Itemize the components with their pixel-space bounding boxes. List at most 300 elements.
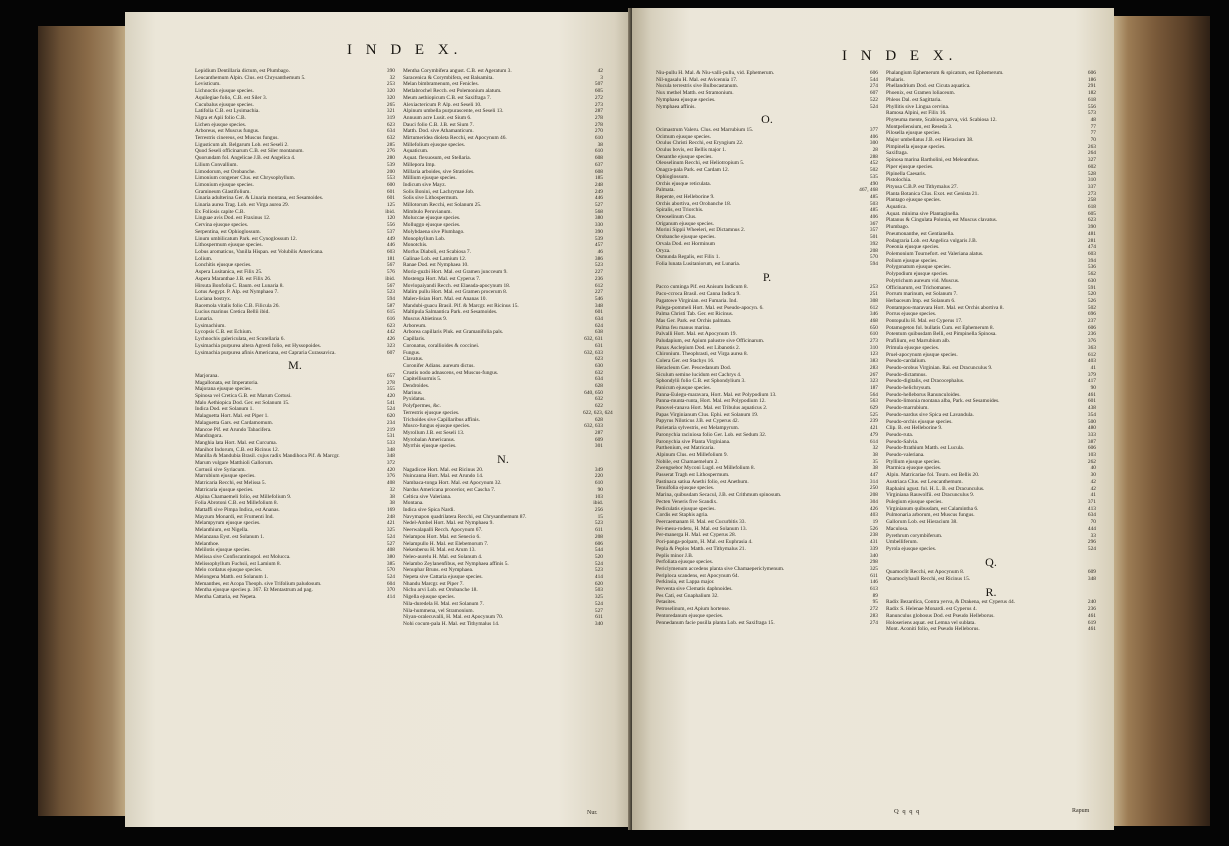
index-entry-term: Nobile, est Chamaemelum 2. bbox=[656, 458, 719, 465]
index-entry-page: 390 bbox=[1087, 224, 1096, 231]
index-entry-term: Polytrichum aureum vid. Muscus. bbox=[886, 277, 960, 284]
index-entry-term: Panna-munta-runta, Hort. Mal. est Polypodium 12. bbox=[656, 398, 766, 405]
index-entry-page: 610 bbox=[594, 480, 603, 487]
index-entry bbox=[656, 485, 878, 492]
index-entry-term: Aquat. flexuosum, est Stellaria. bbox=[403, 155, 471, 162]
index-entry bbox=[656, 526, 878, 533]
index-entry bbox=[656, 398, 878, 405]
index-entry-term: Malaguetta Hort. Mal. est Piper 1. bbox=[195, 413, 269, 420]
index-entry bbox=[886, 298, 1096, 305]
left-catchword: Nur. bbox=[587, 810, 598, 816]
index-entry bbox=[195, 473, 395, 480]
index-entry-term: Phoenix, est Gramen loliaceum. bbox=[886, 90, 956, 97]
index-entry bbox=[886, 305, 1096, 312]
index-entry-page: 253 bbox=[386, 81, 395, 88]
index-entry-page: 630 bbox=[594, 362, 603, 369]
index-entry bbox=[656, 291, 878, 298]
index-entry bbox=[403, 189, 603, 196]
index-entry-term: Repente, est Helleborine 9. bbox=[656, 193, 715, 200]
index-entry-page: 638 bbox=[594, 329, 603, 336]
index-entry-term: Pseudo-nardus sive Spica est Lavandula. bbox=[886, 411, 974, 418]
index-entry bbox=[403, 621, 603, 628]
index-entry bbox=[656, 221, 878, 228]
index-entry bbox=[886, 117, 1096, 124]
index-entry-term: Muscus Abietinus 9. bbox=[403, 316, 448, 323]
index-entry bbox=[886, 569, 1096, 576]
index-entry-term: Nepeta sive Cattaria ejusque species. bbox=[403, 574, 483, 581]
index-entry bbox=[195, 574, 395, 581]
index-entry-page: 89 bbox=[872, 592, 878, 599]
index-entry bbox=[656, 418, 878, 425]
index-entry bbox=[886, 599, 1096, 606]
index-entry-term: Mandubi-guacu Brasil. Pif. & Marcgr. est Ricinus 15. bbox=[403, 302, 519, 309]
index-entry-page: 265 bbox=[386, 101, 395, 108]
index-entry-term: Major umbellatus J.B. est Hieracium 38. bbox=[886, 137, 974, 144]
index-entry-page: 620 bbox=[386, 413, 395, 420]
index-entry-page: 634 bbox=[1087, 512, 1096, 519]
index-entry-term: Phalaris. bbox=[886, 76, 905, 83]
index-entry-term: Orchis ejusque reticulata. bbox=[656, 180, 711, 187]
index-entry-term: Aspera Maranthae J.B. est Filix 26. bbox=[195, 275, 272, 282]
index-entry-term: Limonium ejusque species. bbox=[195, 181, 254, 188]
index-entry bbox=[403, 115, 603, 122]
index-entry bbox=[656, 532, 878, 539]
index-entry-term: Pei-mesu-rodetu, H. Mal. est Solanum 13. bbox=[656, 525, 747, 532]
index-entry-page: 479 bbox=[869, 431, 878, 438]
index-entry-term: Perventa sive Clematis daphnoides. bbox=[656, 586, 733, 593]
index-entry-term: Platanus & Cingulata Polonia, est Muscus clavatus. bbox=[886, 217, 998, 224]
index-entry-page: 38 bbox=[872, 465, 878, 472]
index-entry-term: Ligusticum alt. Belgarum Lob. est Seseli 2. bbox=[195, 141, 289, 148]
left-column-1 bbox=[195, 68, 395, 601]
index-entry-page: 442 bbox=[386, 329, 395, 336]
index-entry bbox=[195, 386, 395, 393]
index-entry-term: Pagatowe Virginian. est Fumaria. Ind. bbox=[656, 297, 738, 304]
index-entry-page: 526 bbox=[1087, 297, 1096, 304]
index-entry-term: Mostenga Hort. Mal. est Cyperus 7. bbox=[403, 275, 481, 282]
index-entry bbox=[656, 201, 878, 208]
index-entry-page: 310 bbox=[869, 344, 878, 351]
index-entry bbox=[886, 137, 1096, 144]
index-entry-term: Ramosa Alpini, est Filix 16. bbox=[886, 110, 947, 117]
index-entry bbox=[656, 284, 878, 291]
index-entry bbox=[656, 593, 878, 600]
index-entry-term: Pseudo-orobus Virginian. Rai. est Dracunculus 9. bbox=[886, 364, 993, 371]
index-entry-term: Pseudo-Salvia. bbox=[886, 438, 919, 445]
index-entry-list bbox=[195, 373, 395, 601]
index-entry-page: 503 bbox=[594, 587, 603, 594]
index-entry-page: 273 bbox=[1087, 190, 1096, 197]
index-entry-page: 379 bbox=[1087, 371, 1096, 378]
index-entry-page: 263 bbox=[1087, 143, 1096, 150]
index-entry-term: Aquilegiae folio, C.B. est Siler 3. bbox=[195, 94, 268, 101]
index-entry-page: 414 bbox=[594, 574, 603, 581]
index-entry-term: Myrrhis ejusque species. bbox=[403, 443, 457, 450]
index-entry-term: Oculus Christi Recchi, est Eryngium 22. bbox=[656, 140, 744, 147]
index-entry bbox=[403, 182, 603, 189]
index-entry bbox=[403, 527, 603, 534]
index-entry bbox=[195, 249, 395, 256]
index-entry-term: Hirsuta Bonfolia C. Baum. est Lunaria 8. bbox=[195, 282, 284, 289]
index-entry-page: 181 bbox=[386, 255, 395, 262]
index-entry-term: Paludapium, est Apium palustre sive Officinarum. bbox=[656, 338, 765, 345]
section-letter-n: N. bbox=[497, 452, 509, 467]
index-entry-term: Lysimachia purpurea altera Agresti folio, est Hyssopoides. bbox=[195, 342, 322, 349]
index-entry-page: 634 bbox=[594, 316, 603, 323]
index-entry bbox=[656, 559, 878, 566]
index-entry bbox=[195, 494, 395, 501]
index-entry-page: 42 bbox=[597, 68, 603, 74]
index-entry-term: Celtica sive Valeriana. bbox=[403, 493, 452, 500]
index-entry bbox=[403, 289, 603, 296]
index-entry bbox=[656, 439, 878, 446]
index-entry bbox=[195, 413, 395, 420]
index-entry bbox=[886, 620, 1096, 627]
index-entry-term: Radix S. Helenae Monardi. est Cyperus 4. bbox=[886, 606, 977, 613]
index-entry-page: 308 bbox=[869, 297, 878, 304]
index-entry-page: 38 bbox=[872, 451, 878, 458]
left-page-title: I N D E X. bbox=[347, 42, 463, 58]
index-entry-term: Plumbago. bbox=[886, 224, 910, 231]
index-entry-term: Pori-panga-polpam, H. Mal. est Euphrasia 4. bbox=[656, 539, 753, 546]
index-entry-term: Levisticum. bbox=[195, 81, 221, 88]
index-entry bbox=[886, 331, 1096, 338]
index-entry-page: 376 bbox=[386, 473, 395, 480]
index-entry bbox=[403, 601, 603, 608]
index-entry-term: Pseudo-ruta. bbox=[886, 431, 914, 438]
index-entry-page: 236 bbox=[1087, 606, 1096, 613]
index-entry-page: 272 bbox=[869, 606, 878, 613]
index-entry-term: Pulegium ejusque species. bbox=[886, 499, 943, 505]
index-entry-page: 632 bbox=[594, 396, 603, 403]
index-entry-page: 310 bbox=[1087, 177, 1096, 184]
index-entry bbox=[656, 465, 878, 472]
index-entry bbox=[195, 195, 395, 202]
index-entry bbox=[195, 242, 395, 249]
index-entry-page: 357 bbox=[869, 227, 878, 234]
index-entry-term: Metlabrochel Recch. est Polemonium alatum. bbox=[403, 88, 502, 95]
index-entry-page: 576 bbox=[386, 269, 395, 276]
index-entry-page: 123 bbox=[869, 351, 878, 358]
index-entry-list bbox=[656, 284, 878, 626]
index-entry-page: 251 bbox=[869, 291, 878, 298]
index-entry-term: Niu-pullu H. Mal. & Niu-valli-pullu, vid. Ephemerum. bbox=[656, 70, 775, 76]
index-entry-page: 614 bbox=[869, 438, 878, 445]
index-entry-term: Pennedanum facie pusilla planta Lob. est Saxifraga 15. bbox=[656, 619, 775, 626]
index-entry-page: 612 bbox=[869, 304, 878, 311]
index-entry-term: Officinarum, est Trichomanes. bbox=[886, 284, 952, 291]
index-entry bbox=[403, 356, 603, 363]
index-entry-page: 474 bbox=[1087, 244, 1096, 251]
index-entry bbox=[886, 472, 1096, 479]
index-entry-term: Paronychia raciniosa folio Ger. Lob. est Sedum 32. bbox=[656, 431, 767, 438]
index-entry-page: 461 bbox=[1087, 626, 1096, 633]
index-entry-page: 524 bbox=[1087, 545, 1096, 552]
index-entry-page: 287 bbox=[594, 429, 603, 436]
index-entry bbox=[656, 90, 878, 97]
index-entry bbox=[886, 465, 1096, 472]
index-entry bbox=[886, 238, 1096, 245]
index-entry-page: 524 bbox=[594, 560, 603, 567]
index-entry-page: 186 bbox=[1087, 76, 1096, 83]
index-entry bbox=[403, 162, 603, 169]
index-entry bbox=[403, 370, 603, 377]
index-entry-page: 346 bbox=[869, 311, 878, 318]
index-entry-page: 609 bbox=[594, 436, 603, 443]
index-entry bbox=[886, 479, 1096, 486]
index-entry-term: Aquaticum. bbox=[403, 148, 429, 155]
index-entry-page: 325 bbox=[869, 565, 878, 572]
index-entry bbox=[195, 128, 395, 135]
index-entry bbox=[886, 492, 1096, 499]
index-entry-page: 287 bbox=[594, 108, 603, 115]
index-entry-page: 480 bbox=[1087, 425, 1096, 432]
index-entry bbox=[886, 459, 1096, 466]
index-entry-page: 300 bbox=[869, 140, 878, 147]
index-entry bbox=[886, 352, 1096, 359]
index-entry bbox=[656, 573, 878, 580]
index-entry-page: 524 bbox=[594, 600, 603, 607]
index-entry bbox=[656, 472, 878, 479]
index-entry-page: 253 bbox=[869, 284, 878, 291]
index-entry-term: Melanthoe. bbox=[195, 540, 220, 547]
index-entry-term: Oenanthe ejusque species. bbox=[656, 153, 713, 160]
index-entry-term: Lilium Convallium. bbox=[195, 161, 238, 168]
index-entry-term: Marjorana. bbox=[195, 372, 219, 379]
index-entry-term: Alpina Chamaemeli folio, est Millefolium 9. bbox=[195, 493, 292, 500]
index-entry-term: Nila-duredela H. Mal. est Solanum 7. bbox=[403, 600, 484, 607]
index-entry bbox=[195, 229, 395, 236]
index-entry bbox=[195, 406, 395, 413]
index-entry bbox=[195, 316, 395, 323]
index-entry-term: Alpin. Matricariae fol. Tourn. est Bellis 20. bbox=[886, 472, 980, 479]
index-entry bbox=[403, 417, 603, 424]
index-entry bbox=[656, 512, 878, 519]
index-entry bbox=[403, 142, 603, 149]
index-entry bbox=[403, 323, 603, 330]
index-entry-term: Mont. Aconiti folio, est Pseudo Helleborus. bbox=[886, 626, 980, 633]
index-entry-term: Luciana bostryx. bbox=[195, 295, 232, 302]
index-entry-term: Pontopullu H. Mal. est Cyperus 17. bbox=[886, 318, 963, 325]
index-entry-page: 573 bbox=[1087, 110, 1096, 117]
index-entry-page: 607 bbox=[869, 90, 878, 97]
index-entry bbox=[403, 222, 603, 229]
index-entry-term: Nelambo Zeylanenfibus, est Nymphaea affinis 5. bbox=[403, 560, 509, 567]
index-entry-page: 526 bbox=[869, 525, 878, 532]
index-entry-term: Manihot Indorum, C.B. est Ricinus 12. bbox=[195, 446, 280, 453]
index-entry-page: 553 bbox=[386, 175, 395, 182]
index-entry-term: Nelampullo H. Mal. est Elebemorum 7. bbox=[403, 540, 489, 547]
index-entry bbox=[195, 323, 395, 330]
index-entry-page: 520 bbox=[1087, 291, 1096, 298]
index-entry-page: 618 bbox=[1087, 204, 1096, 211]
index-entry-page: 386 bbox=[594, 255, 603, 262]
index-entry-page: 523 bbox=[594, 520, 603, 527]
index-entry bbox=[195, 581, 395, 588]
index-entry-term: Arborea capillaris Pluk. est Gramanifolia pals. bbox=[403, 329, 504, 336]
index-entry-page: 601 bbox=[594, 309, 603, 316]
index-entry-page: 321 bbox=[386, 108, 395, 115]
section-letter-q: Q. bbox=[985, 554, 997, 569]
index-entry-term: Colera Ger. est Stachys 16. bbox=[656, 358, 715, 365]
index-entry-term: Panax Asclepium Dod. est Libanotis 2. bbox=[656, 344, 740, 351]
index-entry-term: Aspera Lusitanica, est Filix 25. bbox=[195, 269, 263, 276]
index-entry bbox=[403, 494, 603, 501]
index-entry bbox=[403, 229, 603, 236]
index-entry-page: 523 bbox=[594, 567, 603, 574]
index-entry-term: Arboreus, est Muscus fungus. bbox=[195, 128, 260, 135]
index-entry-page: 431 bbox=[869, 539, 878, 546]
index-entry-page: 524 bbox=[386, 574, 395, 581]
index-entry-page: 449 bbox=[386, 235, 395, 242]
index-entry bbox=[656, 405, 878, 412]
index-entry-page: 556 bbox=[386, 222, 395, 229]
index-entry-page: 276 bbox=[386, 148, 395, 155]
index-entry-term: Pilosella ejusque species. bbox=[886, 130, 941, 137]
index-entry-page: 541 bbox=[386, 399, 395, 406]
index-entry-page: 563 bbox=[869, 398, 878, 405]
index-entry-page: 544 bbox=[594, 547, 603, 554]
index-entry-term: Pulmonaria arborum, est Muscus fungus. bbox=[886, 512, 975, 519]
index-entry-term: Nymphaea ejusque species. bbox=[656, 96, 716, 103]
index-entry-page: 446 bbox=[386, 242, 395, 249]
index-entry-term: Phyllitis sive Lingua cervina. bbox=[886, 103, 950, 110]
index-entry-page: ibid. bbox=[385, 275, 395, 282]
index-entry-page: 608 bbox=[594, 155, 603, 162]
index-entry-term: Parietaria sylvestris, est Melampyrum. bbox=[656, 425, 740, 432]
index-entry bbox=[656, 254, 878, 261]
index-entry bbox=[403, 608, 603, 615]
index-entry bbox=[403, 437, 603, 444]
index-entry bbox=[195, 433, 395, 440]
index-entry-term: Crustis nodo adnascens, est Muscus-fungus. bbox=[403, 369, 499, 376]
index-entry bbox=[195, 189, 395, 196]
index-entry-page: 236 bbox=[594, 275, 603, 282]
index-entry-page: 523 bbox=[594, 262, 603, 269]
index-entry bbox=[403, 363, 603, 370]
index-entry-page: 414 bbox=[386, 594, 395, 601]
index-entry bbox=[656, 181, 878, 188]
index-entry-term: Montpeliensium, est Reseda 3. bbox=[886, 123, 953, 130]
index-entry-page: 95 bbox=[872, 599, 878, 606]
index-entry-page: 570 bbox=[869, 254, 878, 261]
index-entry bbox=[403, 75, 603, 82]
index-entry bbox=[195, 480, 395, 487]
index-entry-term: Folia lunata Lusitaniorum, est Lunaria. bbox=[656, 260, 741, 267]
index-entry-page: 348 bbox=[594, 302, 603, 309]
index-entry-page: 524 bbox=[386, 406, 395, 413]
index-entry-term: Fungus. bbox=[403, 349, 421, 356]
index-entry bbox=[656, 97, 878, 104]
index-entry-page: 468 bbox=[869, 317, 878, 324]
index-entry bbox=[403, 561, 603, 568]
index-entry-page: 611 bbox=[595, 527, 603, 534]
index-entry-term: Potamogeton fol. bullatis Cum. est Ephemerum 8. bbox=[886, 324, 994, 331]
index-entry-page: 603 bbox=[386, 248, 395, 255]
index-entry-term: Marrubium ejusque species. bbox=[195, 473, 256, 480]
index-entry-page: 274 bbox=[869, 83, 878, 90]
index-entry-term: Osmunda Regalis, est Filix 1. bbox=[656, 254, 720, 261]
index-entry-term: Millaria arboides, sive Stratioles. bbox=[403, 168, 475, 175]
index-entry-term: Indica sive Spica Nardi. bbox=[403, 507, 455, 513]
index-entry bbox=[195, 520, 395, 527]
index-entry bbox=[886, 385, 1096, 392]
index-entry-page: 42 bbox=[1090, 478, 1096, 485]
index-entry-page: 273 bbox=[594, 101, 603, 108]
index-entry-page: 609 bbox=[1087, 569, 1096, 576]
section-letter-o: O. bbox=[761, 112, 773, 127]
index-entry-term: Pyrola ejusque species. bbox=[886, 545, 937, 552]
index-entry-term: Radix Bezardica, Contra yerva, & Drakena, est Cyperus 44. bbox=[886, 599, 1016, 606]
index-entry-term: Palma feu manus marina. bbox=[656, 324, 711, 331]
index-entry bbox=[195, 269, 395, 276]
index-entry-page: 208 bbox=[594, 533, 603, 540]
index-entry bbox=[886, 171, 1096, 178]
index-entry bbox=[886, 244, 1096, 251]
index-entry bbox=[886, 486, 1096, 493]
index-entry-term: Montana. bbox=[403, 500, 424, 507]
index-entry-page: 304 bbox=[869, 498, 878, 505]
index-entry-term: Cervina ejusque species. bbox=[195, 222, 249, 229]
index-entry-term: Neleo-aurelu H. Mal. est Solanum 4. bbox=[403, 553, 483, 560]
index-entry-term: Lychnochis galericulata, est Scutellaria 6. bbox=[195, 336, 285, 343]
index-entry-page: 48 bbox=[1090, 116, 1096, 123]
section-letter-r: R. bbox=[985, 584, 997, 599]
index-entry-page: 622 bbox=[594, 403, 603, 410]
index-entry bbox=[195, 256, 395, 263]
index-entry bbox=[195, 453, 395, 460]
index-entry-page: 40 bbox=[1090, 465, 1096, 472]
index-entry bbox=[403, 296, 603, 303]
index-entry-term: Alpinum Clus. est Millefolium 9. bbox=[656, 451, 728, 458]
index-entry bbox=[403, 95, 603, 102]
index-entry bbox=[886, 271, 1096, 278]
index-entry-term: Pneumonanthe, est Gentianella. bbox=[886, 230, 955, 237]
index-entry bbox=[886, 425, 1096, 432]
index-entry bbox=[195, 276, 395, 283]
index-entry-page: 610 bbox=[869, 331, 878, 338]
index-entry-term: Linguae avis Dod. est Fraxinus 12. bbox=[195, 215, 271, 222]
index-entry-page: 520 bbox=[594, 553, 603, 560]
index-entry-term: Marinus. bbox=[403, 389, 423, 396]
index-entry-term: Millium ejusque species. bbox=[403, 175, 457, 182]
index-entry bbox=[886, 576, 1096, 583]
index-entry-term: Nagadicoe Hort. Mal. est Ricinus 20. bbox=[403, 466, 484, 473]
index-entry-page: 452 bbox=[869, 160, 878, 167]
index-entry-page: 236 bbox=[1087, 331, 1096, 338]
index-entry-page: 408 bbox=[386, 547, 395, 554]
index-entry bbox=[403, 336, 603, 343]
index-entry bbox=[656, 248, 878, 255]
index-entry bbox=[195, 215, 395, 222]
index-entry-term: Pentoredanum ejusque species. bbox=[656, 612, 724, 619]
index-entry-term: Mimbulo Peruvianum. bbox=[403, 208, 452, 215]
index-entry-term: Melanthium, est Nigella. bbox=[195, 527, 249, 534]
index-entry-page: 323 bbox=[869, 378, 878, 385]
index-entry bbox=[886, 405, 1096, 412]
index-entry-page: 46 bbox=[597, 248, 603, 255]
index-entry-term: Pyxidatus. bbox=[403, 396, 426, 403]
index-entry-page: 227 bbox=[594, 289, 603, 296]
index-entry-page: 283 bbox=[869, 364, 878, 371]
index-entry bbox=[403, 88, 603, 95]
index-entry-term: Polyfpermes, &c. bbox=[403, 403, 441, 410]
index-entry-term: Pontampou-maravara Hort. Mal. est Orchis abortiva 8. bbox=[886, 304, 1004, 311]
index-entry bbox=[195, 554, 395, 561]
index-entry-term: Phyteuma mente, Scabiosa parva, vid. Scabiosa 12. bbox=[886, 116, 997, 123]
index-entry bbox=[403, 520, 603, 527]
index-entry bbox=[656, 392, 878, 399]
